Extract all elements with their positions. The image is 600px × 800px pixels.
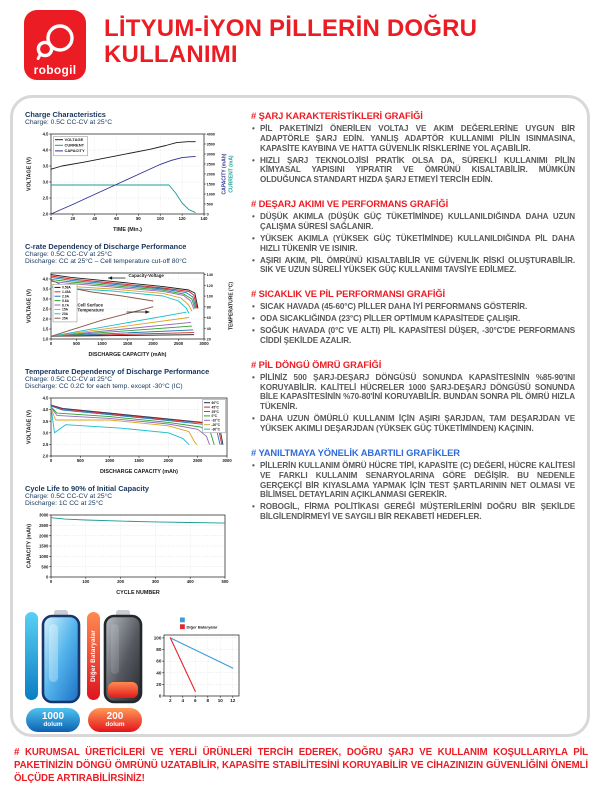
bullet-item: • YÜKSEK AKIMLA (YÜKSEK GÜÇ TÜKETİMİNDE) KULLANILDIĞINDA PİL DAHA HIZLI TÜKENİR VE ISINIR. (251, 234, 575, 254)
empty-battery-icon (103, 610, 143, 704)
robogil-cycle-count-badge (26, 708, 80, 732)
svg-text:200: 200 (117, 579, 125, 585)
svg-text:-30°C: -30°C (211, 427, 220, 432)
section-abartili-grafikler (251, 447, 575, 522)
svg-text:Capacity-Voltage: Capacity-Voltage (128, 273, 164, 279)
bullet-item: • SOĞUK HAVADA (0°C VE ALTI) PİL KAPASİTESİ DÜŞER, -30°C'DE PERFORMANS CİDDİ ŞEKİLDE AZALIR. (251, 326, 575, 346)
content-card (10, 95, 590, 737)
chart-subtitle: Discharge: 1C CC at 25°C (25, 500, 104, 507)
bullet-item: • PİLLERİN KULLANIM ÖMRÜ HÜCRE TİPİ, KAPASİTE (C) DEĞERİ, HÜCRE KALİTESİ VE FARKLI KULLANIM SENARYOLARINA GÖRE DEĞİŞİR. BU NEDENLE GERÇEKÇİ BİR KIYASLAMA YAPMAK İÇİN TEST ŞARTLARININ NET OLMASI VE BİLİMSEL DETAYLARIN AÇIKLANMASI GEREKİR. (251, 461, 575, 500)
svg-text:CURRENT: CURRENT (64, 142, 85, 148)
svg-text:VOLTAGE (V): VOLTAGE (V) (26, 157, 33, 191)
svg-text:4.0: 4.0 (42, 407, 49, 413)
chart-title: Temperature Dependency of Discharge Performance (25, 367, 210, 376)
charge-characteristics-chart (25, 129, 243, 233)
svg-text:2000: 2000 (148, 341, 158, 347)
svg-text:20: 20 (206, 337, 211, 342)
svg-text:1000: 1000 (39, 553, 49, 559)
svg-text:25°C: 25°C (211, 409, 219, 414)
svg-text:60: 60 (156, 658, 162, 664)
svg-text:TEMPERATURE (°C): TEMPERATURE (°C) (228, 281, 235, 331)
svg-text:60: 60 (114, 216, 119, 222)
bullet-item: • DÜŞÜK AKIMLA (DÜŞÜK GÜÇ TÜKETİMİNDE) KULLANILDIĞINDA DAHA UZUN ÇALIŞMA SÜRESİ SAĞLANIR. (251, 212, 575, 232)
other-cycle-count-badge (88, 708, 142, 732)
section-sarj-karakteristikleri (251, 110, 575, 185)
svg-text:100: 100 (82, 579, 90, 585)
chart-subtitle: Charge: 0.5C CC-CV at 25°C (25, 251, 113, 258)
svg-text:VOLTAGE (V): VOLTAGE (V) (26, 410, 33, 444)
svg-text:CURRENT (mA): CURRENT (mA) (228, 155, 235, 193)
svg-text:20: 20 (70, 216, 76, 222)
svg-text:3.0: 3.0 (42, 430, 49, 436)
svg-text:500: 500 (41, 564, 49, 570)
full-battery-icon (41, 610, 81, 704)
svg-text:2.0: 2.0 (42, 211, 49, 217)
svg-text:2500: 2500 (206, 162, 216, 167)
svg-text:40: 40 (156, 670, 162, 676)
svg-text:1.45A: 1.45A (62, 290, 71, 295)
svg-text:140: 140 (206, 273, 213, 278)
cycle-unit: dolum (43, 720, 63, 728)
svg-text:80: 80 (156, 647, 162, 653)
robogil-battery-group (25, 610, 81, 732)
chart-title: Cycle Life to 90% of Initial Capacity (25, 484, 150, 493)
svg-text:1500: 1500 (122, 341, 133, 347)
robogil-circles-icon (32, 22, 78, 64)
section-dongu-omru (251, 359, 575, 434)
svg-text:-10°C: -10°C (211, 418, 220, 423)
svg-text:3000: 3000 (39, 512, 49, 518)
robogil-battery-pill (25, 612, 38, 700)
svg-text:0.58A: 0.58A (62, 285, 71, 290)
bullet-item: • ROBOGİL, FİRMA POLİTİKASI GEREĞİ MÜŞTERİLERİNİ DOĞRU BİR ŞEKİLDE BİLGİLENDİRMEYİ VE SAYGILI BİR REKABETİ HEDEFLER. (251, 502, 575, 522)
battery-comparison-graphic (25, 610, 243, 732)
svg-text:6: 6 (193, 698, 197, 704)
bullet-item: • ODA SICAKLIĞINDA (23°C) PİLLER OPTİMUM KAPASİTEDE ÇALIŞIR. (251, 314, 575, 324)
svg-text:45°C: 45°C (211, 405, 219, 410)
chart-subtitle: Charge: 0.5C CC-CV at 25°C (25, 119, 113, 126)
logo-wordmark: robogil (33, 63, 77, 77)
svg-text:400: 400 (186, 579, 194, 585)
svg-text:3.5: 3.5 (42, 286, 49, 292)
svg-text:3.5: 3.5 (42, 163, 49, 169)
svg-text:2.9A: 2.9A (62, 294, 69, 299)
svg-text:3.0: 3.0 (42, 179, 49, 185)
svg-text:500: 500 (206, 202, 213, 207)
section-heading: # ŞARJ KARAKTERİSTİKLERİ GRAFİĞİ (251, 110, 423, 121)
section-bullets (251, 461, 575, 522)
bullet-item: • HIZLI ŞARJ TEKNOLOJİSİ PRATİK OLSA DA, SÜREKLİ KULLANIMI PİLİN KİMYASAL YAPISINI YIPRATIR VE ÖMRÜNÜ KISALTABİLİR. MÜMKÜN OLDUĞUNCA STANDART HIZDA ŞARJ ETMEYİ TERCİH EDİN. (251, 156, 575, 186)
svg-text:DISCHARGE CAPACITY (mAh): DISCHARGE CAPACITY (mAh) (88, 352, 167, 358)
footer-text: # KURUMSAL ÜRETİCİLERİ VE YERLİ ÜRÜNLERİ TERCİH EDEREK, DOĞRU ŞARJ VE KULLANIM KOŞULLARIYLA PİL PAKETİNİZİN DÖNGÜ ÖMRÜNÜ UZATABİLİR, KAPASİTE STABİLİTESİNİ KORUYABİLİR VE CİHAZINIZIN GÜVENLİĞİNİ ÖNEMLİ ÖLÇÜDE ARTIRABİLİRSİNİZ! (14, 747, 588, 785)
svg-text:4: 4 (181, 698, 185, 704)
c-rate-discharge-chart (25, 268, 243, 358)
other-batteries-pill (87, 612, 100, 700)
svg-text:25A: 25A (62, 316, 69, 321)
section-bullets (251, 212, 575, 275)
svg-text:4.5: 4.5 (42, 131, 49, 137)
brand-comparison-chart (149, 616, 243, 708)
section-desarj-akimi (251, 198, 575, 275)
svg-text:CYCLE NUMBER: CYCLE NUMBER (116, 590, 160, 596)
svg-text:20A: 20A (62, 312, 69, 317)
section-heading: # YANILTMAYA YÖNELİK ABARTILI GRAFİKLER (251, 446, 460, 458)
svg-text:3000: 3000 (206, 152, 216, 157)
svg-text:12: 12 (230, 698, 236, 704)
svg-text:8: 8 (206, 698, 210, 704)
bullet-item: • DAHA UZUN ÖMÜRLÜ KULLANIM İÇİN AŞIRI ŞARJDAN, TAM DEŞARJDAN VE YÜKSEK AKIMLI DEŞARJDAN (YÜKSEK GÜÇ TÜKETİMİNDEN) KAÇININ. (251, 414, 575, 434)
cycle-count: 200 (106, 711, 124, 723)
svg-text:CAPACITY (mAh): CAPACITY (mAh) (221, 153, 228, 195)
svg-text:140: 140 (200, 216, 208, 222)
svg-text:-20°C: -20°C (211, 423, 220, 427)
svg-text:4.0: 4.0 (42, 276, 49, 282)
svg-text:3500: 3500 (206, 142, 216, 147)
svg-text:2.5: 2.5 (42, 195, 49, 201)
svg-text:8.7A: 8.7A (62, 303, 69, 308)
svg-text:0: 0 (49, 341, 53, 347)
other-batteries-label: Diğer Bataryalar (90, 630, 97, 682)
svg-text:100: 100 (156, 216, 164, 222)
svg-text:2000: 2000 (206, 172, 216, 177)
svg-text:0: 0 (46, 574, 49, 580)
svg-text:1500: 1500 (134, 458, 144, 464)
svg-text:0°C: 0°C (211, 414, 218, 419)
robogil-logo (24, 10, 86, 80)
svg-text:DISCHARGE CAPACITY (mAh): DISCHARGE CAPACITY (mAh) (100, 469, 178, 475)
svg-text:500: 500 (73, 341, 80, 347)
page-title (104, 16, 477, 69)
svg-text:2000: 2000 (39, 533, 49, 539)
cycle-life-chart (25, 510, 243, 596)
svg-text:100: 100 (153, 635, 162, 641)
other-battery-group (87, 610, 143, 732)
svg-text:TIME (Min.): TIME (Min.) (113, 227, 142, 233)
svg-text:1000: 1000 (206, 192, 216, 197)
header (0, 0, 600, 80)
cycle-unit: dolum (105, 720, 125, 728)
svg-text:3.5: 3.5 (42, 418, 49, 424)
svg-text:VOLTAGE: VOLTAGE (64, 137, 84, 142)
chart-subtitle: Discharge: CC 0.2C for each temp. except -30°C (IC) (25, 383, 183, 390)
svg-text:0: 0 (49, 458, 53, 464)
svg-text:120: 120 (206, 283, 213, 288)
svg-text:1.5: 1.5 (42, 326, 49, 332)
bullet-item: • PİLİNİZ 500 ŞARJ-DEŞARJ DÖNGÜSÜ SONUNDA KAPASİTESİNİN %85-90'INI KORUYABİLİR. KALİTELİ HÜCRELER 1000 ŞARJ-DEŞARJ DÖNGÜSÜ SONUNDA BİLE KAPASİTESİNİN %70-80'İNİ KORUYABİLİR. BUNDAN SONRA PİL ÖMRÜ HIZLA TÜKENİR. (251, 373, 575, 412)
svg-text:4.5: 4.5 (42, 395, 49, 401)
chart-block-charge-characteristics (25, 110, 243, 233)
svg-text:CAPACITY (mAh): CAPACITY (mAh) (26, 523, 33, 569)
chart-subtitle: Discharge: CC at 25°C – Cell temperature cut-off 80°C (25, 258, 187, 265)
svg-text:80: 80 (206, 305, 211, 310)
svg-text:VOLTAGE (V): VOLTAGE (V) (26, 289, 33, 323)
svg-text:3.0: 3.0 (42, 296, 49, 302)
svg-text:0: 0 (158, 693, 162, 699)
footer (14, 746, 588, 785)
title-line-2: KULLANIMI (104, 41, 238, 69)
cycle-count: 1000 (41, 711, 65, 723)
svg-text:3000: 3000 (222, 458, 232, 464)
section-heading: # SICAKLIK VE PİL PERFORMANSI GRAFİĞİ (251, 288, 446, 300)
bullet-item: • AŞIRI AKIM, PİL ÖMRÜNÜ KISALTABİLİR VE GÜVENLİK RİSKİ OLUŞTURABİLİR. SIK VE UZUN SÜRELİ YÜKSEK GÜÇ KULLANIMI TAVSİYE EDİLMEZ. (251, 256, 575, 276)
svg-text:0: 0 (49, 216, 53, 222)
svg-text:2.0: 2.0 (42, 316, 49, 322)
svg-text:2000: 2000 (163, 458, 173, 464)
title-line-1: LİTYUM-İYON PİLLERİN DOĞRU (104, 15, 478, 42)
svg-text:2500: 2500 (193, 458, 203, 464)
svg-text:1500: 1500 (39, 543, 49, 549)
svg-text:0: 0 (49, 579, 53, 585)
svg-text:2500: 2500 (173, 341, 184, 347)
section-bullets (251, 373, 575, 434)
svg-text:2.5: 2.5 (42, 306, 49, 312)
bullet-item: • SICAK HAVADA (45-60°C) PİLLER DAHA İYİ PERFORMANS GÖSTERİR. (251, 302, 575, 312)
text-column (251, 110, 579, 728)
svg-text:1000: 1000 (97, 341, 107, 347)
svg-text:1000: 1000 (105, 458, 115, 464)
chart-title: C-rate Dependency of Discharge Performance (25, 242, 187, 251)
svg-text:2.5: 2.5 (42, 442, 49, 447)
svg-text:3000: 3000 (199, 341, 209, 347)
svg-text:40: 40 (206, 326, 211, 331)
section-bullets (251, 302, 575, 345)
svg-text:500: 500 (76, 458, 84, 464)
section-heading: # PİL DÖNGÜ ÖMRÜ GRAFİĞİ (251, 358, 382, 370)
bullet-item: • PİL PAKETİNİZİ ÖNERİLEN VOLTAJ VE AKIM DEĞERLERİNE UYGUN BİR ADAPTÖRLE ŞARJ EDİN. YANLIŞ ADAPTÖR KULLANIMI PİLİN ISINMASINA, KAPASİTE KAYBINA VE HATTA GÜVENLİK RİSKLERİNE YOL AÇABİLİR. (251, 124, 575, 154)
chart-block-c-rate (25, 242, 243, 358)
chart-block-cycle-life (25, 484, 243, 596)
svg-text:100: 100 (206, 294, 213, 299)
svg-text:15A: 15A (62, 307, 69, 312)
svg-text:2: 2 (168, 698, 172, 704)
svg-text:2.0: 2.0 (42, 453, 49, 459)
chart-subtitle: Charge: 0.5C CC-CV at 25°C (25, 376, 113, 383)
svg-text:2500: 2500 (39, 522, 49, 528)
svg-text:10: 10 (217, 698, 223, 704)
chart-block-temperature (25, 367, 243, 475)
svg-text:120: 120 (178, 216, 186, 222)
svg-text:60°C: 60°C (211, 401, 219, 405)
svg-text:20: 20 (156, 681, 162, 687)
svg-text:4000: 4000 (206, 132, 216, 137)
svg-text:80: 80 (136, 216, 141, 222)
svg-text:300: 300 (151, 579, 159, 585)
chart-title: Charge Characteristics (25, 110, 106, 119)
svg-text:Cell SurfaceTemperature: Cell Surface Temperature (77, 302, 104, 313)
svg-text:60: 60 (206, 316, 211, 321)
section-heading: # DEŞARJ AKIMI VE PERFORMANS GRAFİĞİ (251, 198, 449, 210)
svg-text:1500: 1500 (206, 182, 216, 187)
charts-column (25, 110, 243, 728)
svg-text:40: 40 (92, 216, 98, 222)
svg-text:4.0: 4.0 (42, 147, 49, 153)
svg-text:Diğer Bataryalar: Diğer Bataryalar (186, 624, 218, 630)
section-bullets (251, 124, 575, 185)
chart-subtitle: Charge: 0.5C CC-CV at 25°C (25, 493, 113, 500)
svg-text:0: 0 (206, 212, 209, 217)
svg-text:500: 500 (221, 579, 229, 585)
svg-text:5.8A: 5.8A (62, 298, 69, 303)
section-sicaklik-performans (251, 288, 575, 345)
svg-text:1.0: 1.0 (42, 336, 49, 342)
svg-text:CAPACITY: CAPACITY (64, 148, 85, 154)
temperature-discharge-chart (25, 393, 243, 475)
